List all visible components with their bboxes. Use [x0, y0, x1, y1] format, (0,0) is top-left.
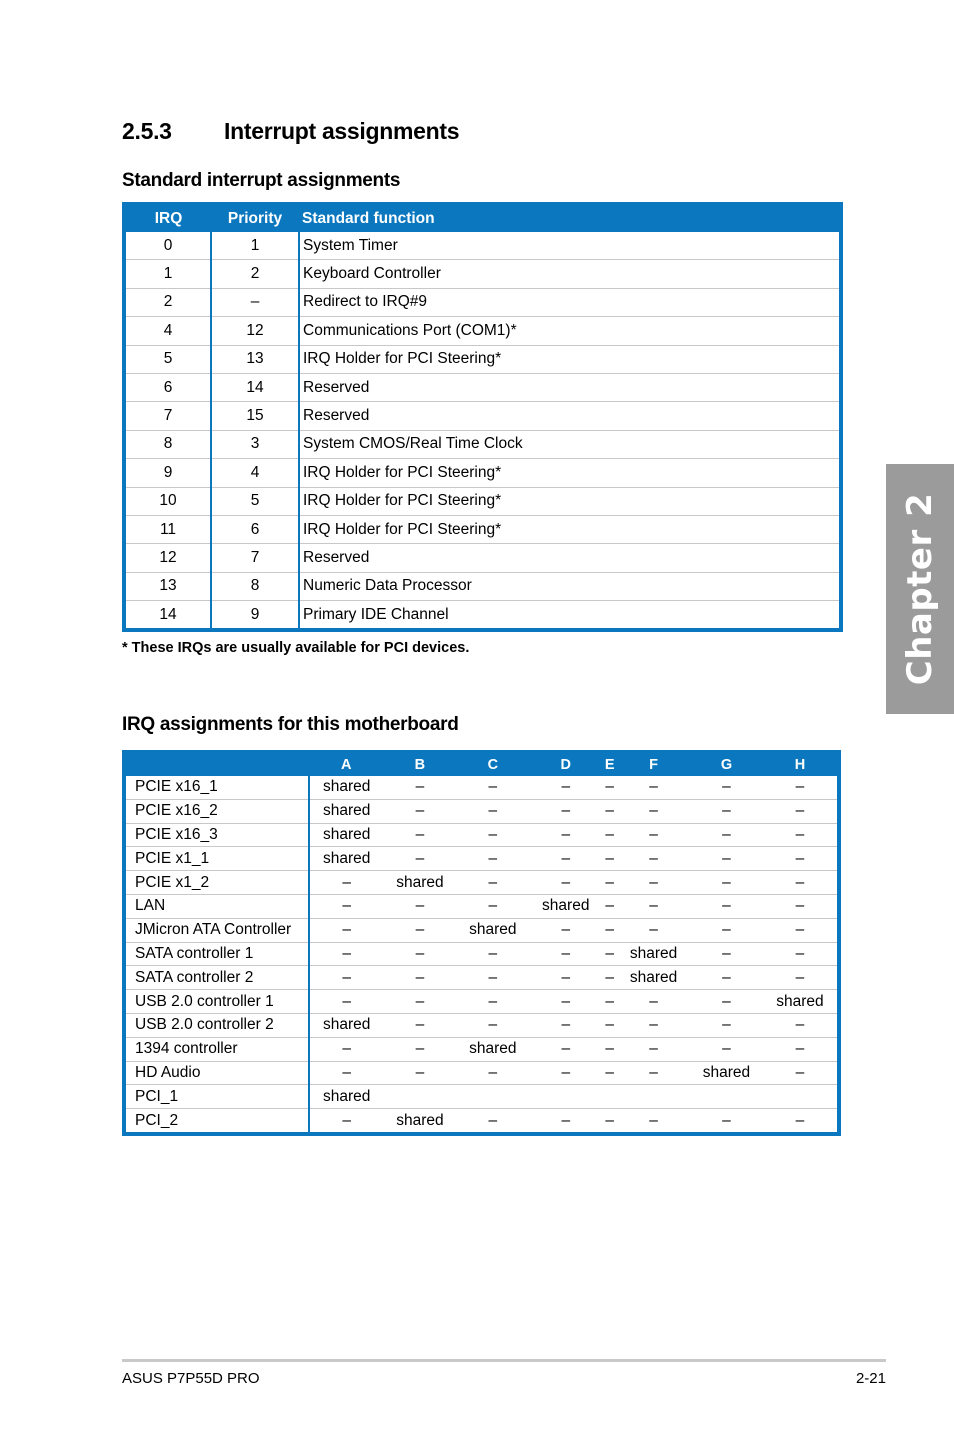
table-row	[124, 402, 841, 430]
function-cell: IRQ Holder for PCI Steering*	[299, 487, 841, 515]
assignment-cell: –	[763, 918, 839, 942]
assignment-cell: –	[617, 1061, 690, 1085]
assignment-cell: –	[309, 1109, 383, 1134]
assignment-cell: –	[383, 823, 456, 847]
footer-product-name: ASUS P7P55D PRO	[122, 1370, 260, 1387]
function-cell: IRQ Holder for PCI Steering*	[299, 515, 841, 543]
device-cell: USB 2.0 controller 2	[124, 1013, 309, 1037]
assignment-cell: shared	[617, 966, 690, 990]
assignment-cell: –	[617, 799, 690, 823]
assignment-cell	[763, 1085, 839, 1109]
assignment-cell: –	[690, 894, 763, 918]
function-cell: Redirect to IRQ#9	[299, 288, 841, 316]
assignment-cell: –	[456, 1013, 529, 1037]
assignment-cell: –	[690, 847, 763, 871]
table-row	[124, 966, 839, 990]
irq-cell: 9	[124, 459, 211, 487]
table-row	[124, 487, 841, 515]
irq-cell: 0	[124, 232, 211, 260]
irq-cell: 6	[124, 373, 211, 401]
table-row	[124, 1085, 839, 1109]
assignment-cell: –	[456, 847, 529, 871]
function-cell: Numeric Data Processor	[299, 572, 841, 600]
assignment-cell: –	[309, 918, 383, 942]
assignment-cell: –	[763, 942, 839, 966]
header-standard-function: Standard function	[302, 210, 435, 227]
assignment-cell: –	[763, 1037, 839, 1061]
header-int-c: C	[487, 757, 499, 773]
assignment-cell: –	[383, 966, 456, 990]
assignment-cell: –	[690, 799, 763, 823]
assignment-cell	[383, 1085, 456, 1109]
assignment-cell: –	[763, 1109, 839, 1134]
assignment-cell: –	[617, 823, 690, 847]
assignment-cell: shared	[309, 847, 383, 871]
motherboard-irq-heading: IRQ assignments for this motherboard	[122, 714, 459, 735]
assignment-cell: –	[383, 894, 456, 918]
table-row	[124, 260, 841, 288]
priority-cell: 6	[211, 515, 299, 543]
header-int-d: D	[560, 757, 571, 773]
assignment-cell: –	[529, 1013, 602, 1037]
assignment-cell: –	[383, 847, 456, 871]
assignment-cell: –	[602, 990, 617, 1014]
irq-cell: 8	[124, 430, 211, 458]
assignment-cell: –	[763, 966, 839, 990]
assignment-cell: –	[383, 918, 456, 942]
priority-cell: 1	[211, 232, 299, 260]
assignment-cell: –	[690, 1013, 763, 1037]
device-cell: SATA controller 1	[124, 942, 309, 966]
assignment-cell: –	[763, 847, 839, 871]
device-cell: HD Audio	[124, 1061, 309, 1085]
assignment-cell: –	[383, 1037, 456, 1061]
table-row	[124, 1061, 839, 1085]
assignment-cell: –	[456, 894, 529, 918]
assignment-cell: shared	[309, 1085, 383, 1109]
assignment-cell: –	[602, 894, 617, 918]
assignment-cell: shared	[309, 799, 383, 823]
irq-cell: 7	[124, 402, 211, 430]
assignment-cell: –	[763, 1013, 839, 1037]
priority-cell: 5	[211, 487, 299, 515]
device-cell: PCI_1	[124, 1085, 309, 1109]
assignment-cell: –	[456, 799, 529, 823]
assignment-cell: –	[456, 1061, 529, 1085]
table-row	[124, 894, 839, 918]
assignment-cell: –	[529, 871, 602, 895]
header-device	[124, 752, 309, 776]
assignment-cell	[456, 1085, 529, 1109]
priority-cell: 3	[211, 430, 299, 458]
header-irq: IRQ	[154, 210, 183, 227]
section-title	[122, 118, 459, 145]
device-cell: PCIE x16_1	[124, 776, 309, 799]
assignment-cell: shared	[763, 990, 839, 1014]
device-cell: PCIE x1_2	[124, 871, 309, 895]
function-cell: IRQ Holder for PCI Steering*	[299, 345, 841, 373]
device-cell: PCIE x16_2	[124, 799, 309, 823]
table-row	[124, 871, 839, 895]
motherboard-irq-table	[122, 750, 841, 1136]
standard-interrupts-heading: Standard interrupt assignments	[122, 170, 401, 191]
assignment-cell: –	[617, 776, 690, 799]
assignment-cell: –	[529, 776, 602, 799]
assignment-cell: –	[383, 990, 456, 1014]
table-row	[124, 1109, 839, 1134]
function-cell: Reserved	[299, 373, 841, 401]
priority-cell: 9	[211, 601, 299, 631]
assignment-cell: shared	[456, 918, 529, 942]
assignment-cell: –	[529, 847, 602, 871]
assignment-cell: –	[617, 847, 690, 871]
table-row	[124, 990, 839, 1014]
table-row	[124, 1013, 839, 1037]
assignment-cell: –	[617, 1013, 690, 1037]
irq-cell: 10	[124, 487, 211, 515]
assignment-cell: –	[529, 966, 602, 990]
table-row	[124, 232, 841, 260]
assignment-cell: –	[529, 799, 602, 823]
assignment-cell: –	[602, 1061, 617, 1085]
assignment-cell: –	[602, 799, 617, 823]
assignment-cell: –	[602, 918, 617, 942]
header-int-g: G	[720, 757, 733, 773]
assignment-cell: –	[529, 918, 602, 942]
device-cell: USB 2.0 controller 1	[124, 990, 309, 1014]
device-cell: PCI_2	[124, 1109, 309, 1134]
priority-cell: 8	[211, 572, 299, 600]
assignment-cell: –	[690, 823, 763, 847]
header-int-b: B	[414, 757, 426, 773]
assignment-cell: shared	[690, 1061, 763, 1085]
function-cell: Primary IDE Channel	[299, 601, 841, 631]
section-number: 2.5.3	[122, 118, 172, 144]
assignment-cell: –	[602, 847, 617, 871]
assignment-cell: –	[309, 871, 383, 895]
priority-cell: 15	[211, 402, 299, 430]
irq-cell: 14	[124, 601, 211, 631]
chapter-tab-label: Chapter 2	[900, 492, 940, 686]
assignment-cell: –	[690, 776, 763, 799]
footer-divider	[122, 1359, 886, 1362]
standard-interrupts-table	[122, 202, 843, 632]
assignment-cell: –	[383, 799, 456, 823]
assignment-cell: –	[456, 823, 529, 847]
table-row	[124, 288, 841, 316]
assignment-cell: –	[690, 966, 763, 990]
assignment-cell: –	[456, 1109, 529, 1134]
assignment-cell: –	[763, 823, 839, 847]
assignment-cell: shared	[383, 871, 456, 895]
assignment-cell: –	[763, 871, 839, 895]
assignment-cell: –	[602, 942, 617, 966]
assignment-cell: –	[690, 871, 763, 895]
device-cell: PCIE x16_3	[124, 823, 309, 847]
assignment-cell: –	[690, 942, 763, 966]
assignment-cell: –	[617, 990, 690, 1014]
section-title-text: Interrupt assignments	[224, 118, 460, 144]
assignment-cell: –	[456, 871, 529, 895]
assignment-cell: shared	[529, 894, 602, 918]
device-cell: SATA controller 2	[124, 966, 309, 990]
irq-cell: 12	[124, 544, 211, 572]
function-cell: IRQ Holder for PCI Steering*	[299, 459, 841, 487]
device-cell: PCIE x1_1	[124, 847, 309, 871]
table-row	[124, 1037, 839, 1061]
assignment-cell: –	[617, 1037, 690, 1061]
table-header-row	[124, 204, 841, 232]
table-row	[124, 823, 839, 847]
chapter-tab	[886, 464, 954, 714]
function-cell: Reserved	[299, 544, 841, 572]
header-priority: Priority	[227, 210, 283, 227]
assignment-cell: –	[763, 1061, 839, 1085]
assignment-cell: –	[529, 1109, 602, 1134]
assignment-cell: –	[617, 918, 690, 942]
assignment-cell: shared	[309, 1013, 383, 1037]
footer-page-number: 2-21	[855, 1370, 886, 1387]
assignment-cell: –	[602, 823, 617, 847]
priority-cell: –	[211, 288, 299, 316]
assignment-cell: –	[602, 871, 617, 895]
pci-footnote: * These IRQs are usually available for PCI devices.	[122, 640, 470, 656]
assignment-cell: –	[456, 776, 529, 799]
table-row	[124, 918, 839, 942]
irq-cell: 13	[124, 572, 211, 600]
assignment-cell: –	[602, 966, 617, 990]
irq-cell: 11	[124, 515, 211, 543]
device-cell: 1394 controller	[124, 1037, 309, 1061]
assignment-cell: –	[602, 776, 617, 799]
assignment-cell	[617, 1085, 690, 1109]
assignment-cell	[602, 1085, 617, 1109]
assignment-cell: –	[529, 942, 602, 966]
assignment-cell: shared	[309, 776, 383, 799]
assignment-cell: –	[617, 894, 690, 918]
irq-cell: 2	[124, 288, 211, 316]
function-cell: System Timer	[299, 232, 841, 260]
assignment-cell: shared	[309, 823, 383, 847]
assignment-cell: –	[617, 871, 690, 895]
assignment-cell: –	[529, 1037, 602, 1061]
assignment-cell: –	[690, 1037, 763, 1061]
assignment-cell: –	[690, 1109, 763, 1134]
priority-cell: 13	[211, 345, 299, 373]
priority-cell: 2	[211, 260, 299, 288]
function-cell: Communications Port (COM1)*	[299, 317, 841, 345]
assignment-cell: –	[763, 776, 839, 799]
assignment-cell: shared	[617, 942, 690, 966]
table-row	[124, 847, 839, 871]
header-int-f: F	[649, 757, 658, 773]
table-row	[124, 430, 841, 458]
device-cell: LAN	[124, 894, 309, 918]
assignment-cell: –	[309, 894, 383, 918]
assignment-cell: –	[529, 1061, 602, 1085]
assignment-cell: –	[456, 990, 529, 1014]
table-row	[124, 942, 839, 966]
assignment-cell: –	[617, 1109, 690, 1134]
table-row	[124, 776, 839, 799]
assignment-cell: shared	[456, 1037, 529, 1061]
assignment-cell: –	[383, 1061, 456, 1085]
priority-cell: 4	[211, 459, 299, 487]
function-cell: Reserved	[299, 402, 841, 430]
table-row	[124, 799, 839, 823]
table-header-row	[124, 752, 839, 776]
assignment-cell: –	[602, 1013, 617, 1037]
assignment-cell: –	[529, 990, 602, 1014]
header-int-a: A	[340, 757, 352, 773]
table-row	[124, 459, 841, 487]
priority-cell: 14	[211, 373, 299, 401]
assignment-cell: –	[690, 990, 763, 1014]
irq-cell: 4	[124, 317, 211, 345]
header-int-h: H	[794, 757, 806, 773]
device-cell: JMicron ATA Controller	[124, 918, 309, 942]
assignment-cell: –	[690, 918, 763, 942]
assignment-cell: –	[309, 942, 383, 966]
assignment-cell	[690, 1085, 763, 1109]
table-row	[124, 601, 841, 631]
assignment-cell: –	[309, 966, 383, 990]
assignment-cell: –	[763, 799, 839, 823]
assignment-cell: –	[602, 1109, 617, 1134]
table-row	[124, 373, 841, 401]
assignment-cell: shared	[383, 1109, 456, 1134]
irq-cell: 5	[124, 345, 211, 373]
assignment-cell	[529, 1085, 602, 1109]
table-row	[124, 345, 841, 373]
assignment-cell: –	[602, 1037, 617, 1061]
function-cell: Keyboard Controller	[299, 260, 841, 288]
assignment-cell: –	[383, 776, 456, 799]
priority-cell: 7	[211, 544, 299, 572]
assignment-cell: –	[383, 1013, 456, 1037]
assignment-cell: –	[309, 1037, 383, 1061]
assignment-cell: –	[529, 823, 602, 847]
table-row	[124, 544, 841, 572]
header-int-e: E	[604, 757, 615, 773]
table-row	[124, 515, 841, 543]
assignment-cell: –	[309, 990, 383, 1014]
assignment-cell: –	[309, 1061, 383, 1085]
assignment-cell: –	[456, 942, 529, 966]
assignment-cell: –	[456, 966, 529, 990]
function-cell: System CMOS/Real Time Clock	[299, 430, 841, 458]
irq-cell: 1	[124, 260, 211, 288]
priority-cell: 12	[211, 317, 299, 345]
assignment-cell: –	[763, 894, 839, 918]
table-row	[124, 317, 841, 345]
table-row	[124, 572, 841, 600]
assignment-cell: –	[383, 942, 456, 966]
